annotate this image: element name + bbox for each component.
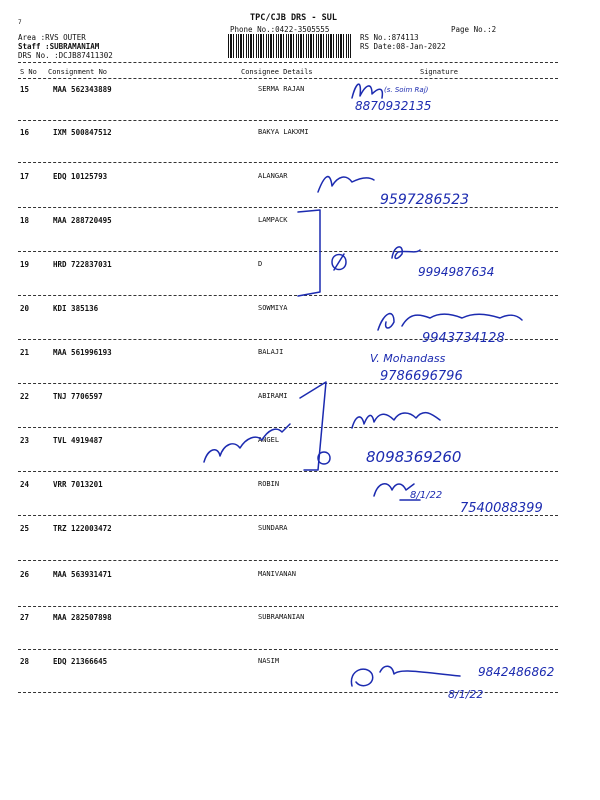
row-consignee: BALAJI bbox=[258, 348, 284, 356]
row-consignment: MAA 561996193 bbox=[53, 348, 112, 357]
row-consignment: MAA 562343889 bbox=[53, 85, 112, 94]
signature-scribble bbox=[351, 666, 460, 686]
row-sno: 19 bbox=[20, 260, 30, 269]
table-row bbox=[0, 657, 600, 669]
row-sno: 27 bbox=[20, 613, 30, 622]
row-consignment: TNJ 7706597 bbox=[53, 392, 103, 401]
row-divider bbox=[18, 383, 558, 384]
row-consignee: D bbox=[258, 260, 263, 268]
row-consignment: VRR 7013201 bbox=[53, 480, 103, 489]
row-consignment: MAA 282507898 bbox=[53, 613, 112, 622]
row-divider bbox=[18, 339, 558, 340]
table-row bbox=[0, 570, 600, 582]
page-number: Page No.:2 bbox=[451, 25, 497, 34]
row-divider bbox=[18, 207, 558, 208]
row-consignee: ANGEL bbox=[258, 436, 280, 444]
col-sno: S No bbox=[20, 68, 37, 76]
row-consignee: ROBIN bbox=[258, 480, 280, 488]
row-sno: 20 bbox=[20, 304, 30, 313]
row-divider bbox=[18, 162, 558, 163]
row-sno: 15 bbox=[20, 85, 30, 94]
table-row bbox=[0, 128, 600, 140]
phone-number: Phone No.:0422-3505555 bbox=[230, 25, 330, 34]
col-consignee: Consignee Details bbox=[241, 68, 313, 76]
row-divider bbox=[18, 251, 558, 252]
handwritten-note: (s. Soim Raj) bbox=[384, 86, 429, 94]
handwritten-phone: 9994987634 bbox=[418, 265, 495, 279]
table-row bbox=[0, 613, 600, 625]
row-consignment: MAA 288720495 bbox=[53, 216, 112, 225]
row-consignment: MAA 563931471 bbox=[53, 570, 112, 579]
col-signature: Signature bbox=[420, 68, 458, 76]
handwritten-name: V. Mohandass bbox=[370, 352, 446, 365]
row-consignee: SOWMIYA bbox=[258, 304, 288, 312]
row-sno: 24 bbox=[20, 480, 30, 489]
row-sno: 25 bbox=[20, 524, 30, 533]
page-mark: 7 bbox=[18, 19, 22, 26]
row-sno: 17 bbox=[20, 172, 30, 181]
row-sno: 16 bbox=[20, 128, 30, 137]
row-consignee: SERMA RAJAN bbox=[258, 85, 305, 93]
table-row bbox=[0, 260, 600, 272]
signature-scribble bbox=[352, 413, 440, 428]
row-consignment: EDQ 21366645 bbox=[53, 657, 108, 666]
handwritten-date: 8/1/22 bbox=[448, 688, 484, 701]
table-row bbox=[0, 524, 600, 536]
header-divider bbox=[18, 78, 558, 79]
handwritten-phone: 8870932135 bbox=[355, 99, 432, 113]
handwritten-phone: 7540088399 bbox=[460, 501, 543, 516]
row-divider bbox=[18, 471, 558, 472]
row-consignment: TRZ 122003472 bbox=[53, 524, 112, 533]
rs-number: RS No.:874113 bbox=[360, 33, 419, 42]
table-row bbox=[0, 172, 600, 184]
row-consignee: SUBRAMANIAN bbox=[258, 613, 305, 621]
row-divider bbox=[18, 515, 558, 516]
row-sno: 28 bbox=[20, 657, 30, 666]
area-label: Area :RVS OUTER bbox=[18, 33, 86, 42]
row-divider bbox=[18, 606, 558, 607]
drs-number: DRS No. :DCJB87411302 bbox=[18, 51, 113, 60]
row-consignee: ALANGAR bbox=[258, 172, 288, 180]
row-divider bbox=[18, 649, 558, 650]
table-row bbox=[0, 392, 600, 404]
table-row bbox=[0, 348, 600, 360]
header-divider bbox=[18, 62, 558, 63]
table-row bbox=[0, 304, 600, 316]
handwritten-date: 8/1/22 bbox=[410, 490, 443, 501]
signature-scribble bbox=[392, 247, 420, 259]
row-consignment: EDQ 10125793 bbox=[53, 172, 108, 181]
row-divider bbox=[18, 427, 558, 428]
row-sno: 18 bbox=[20, 216, 30, 225]
row-divider bbox=[18, 692, 558, 693]
row-consignee: ABIRAMI bbox=[258, 392, 288, 400]
barcode bbox=[228, 34, 351, 58]
row-consignee: NASIM bbox=[258, 657, 280, 665]
row-consignment: HRD 722837031 bbox=[53, 260, 112, 269]
staff-label: Staff :SUBRAMANIAM bbox=[18, 42, 100, 51]
sheet-title: TPC/CJB DRS - SUL bbox=[250, 13, 337, 23]
table-row bbox=[0, 216, 600, 228]
circle-mark bbox=[318, 452, 330, 464]
table-row bbox=[0, 480, 600, 492]
row-sno: 21 bbox=[20, 348, 30, 357]
col-consignment: Consignment No bbox=[48, 68, 108, 76]
handwritten-phone: 9943734128 bbox=[422, 331, 505, 346]
handwritten-phone: 9597286523 bbox=[380, 192, 470, 208]
row-consignment: IXM 500847512 bbox=[53, 128, 112, 137]
row-consignee: LAMPACK bbox=[258, 216, 288, 224]
row-divider bbox=[18, 560, 558, 561]
table-row bbox=[0, 85, 600, 97]
row-consignee: MANIVANAN bbox=[258, 570, 296, 578]
table-row bbox=[0, 436, 600, 448]
signature-scribble bbox=[378, 314, 522, 330]
row-consignment: KDI 385136 bbox=[53, 304, 99, 313]
row-divider bbox=[18, 295, 558, 296]
handwritten-phone: 8098369260 bbox=[366, 448, 462, 466]
handwritten-phone: 9786696796 bbox=[380, 369, 463, 384]
row-consignee: BAKYA LAKXMI bbox=[258, 128, 309, 136]
row-divider bbox=[18, 120, 558, 121]
handwritten-phone: 9842486862 bbox=[478, 665, 555, 679]
row-consignment: TVL 4919487 bbox=[53, 436, 103, 445]
row-sno: 26 bbox=[20, 570, 30, 579]
row-consignee: SUNDARA bbox=[258, 524, 288, 532]
row-sno: 23 bbox=[20, 436, 30, 445]
rs-date: RS Date:08-Jan-2022 bbox=[360, 42, 446, 51]
row-sno: 22 bbox=[20, 392, 30, 401]
